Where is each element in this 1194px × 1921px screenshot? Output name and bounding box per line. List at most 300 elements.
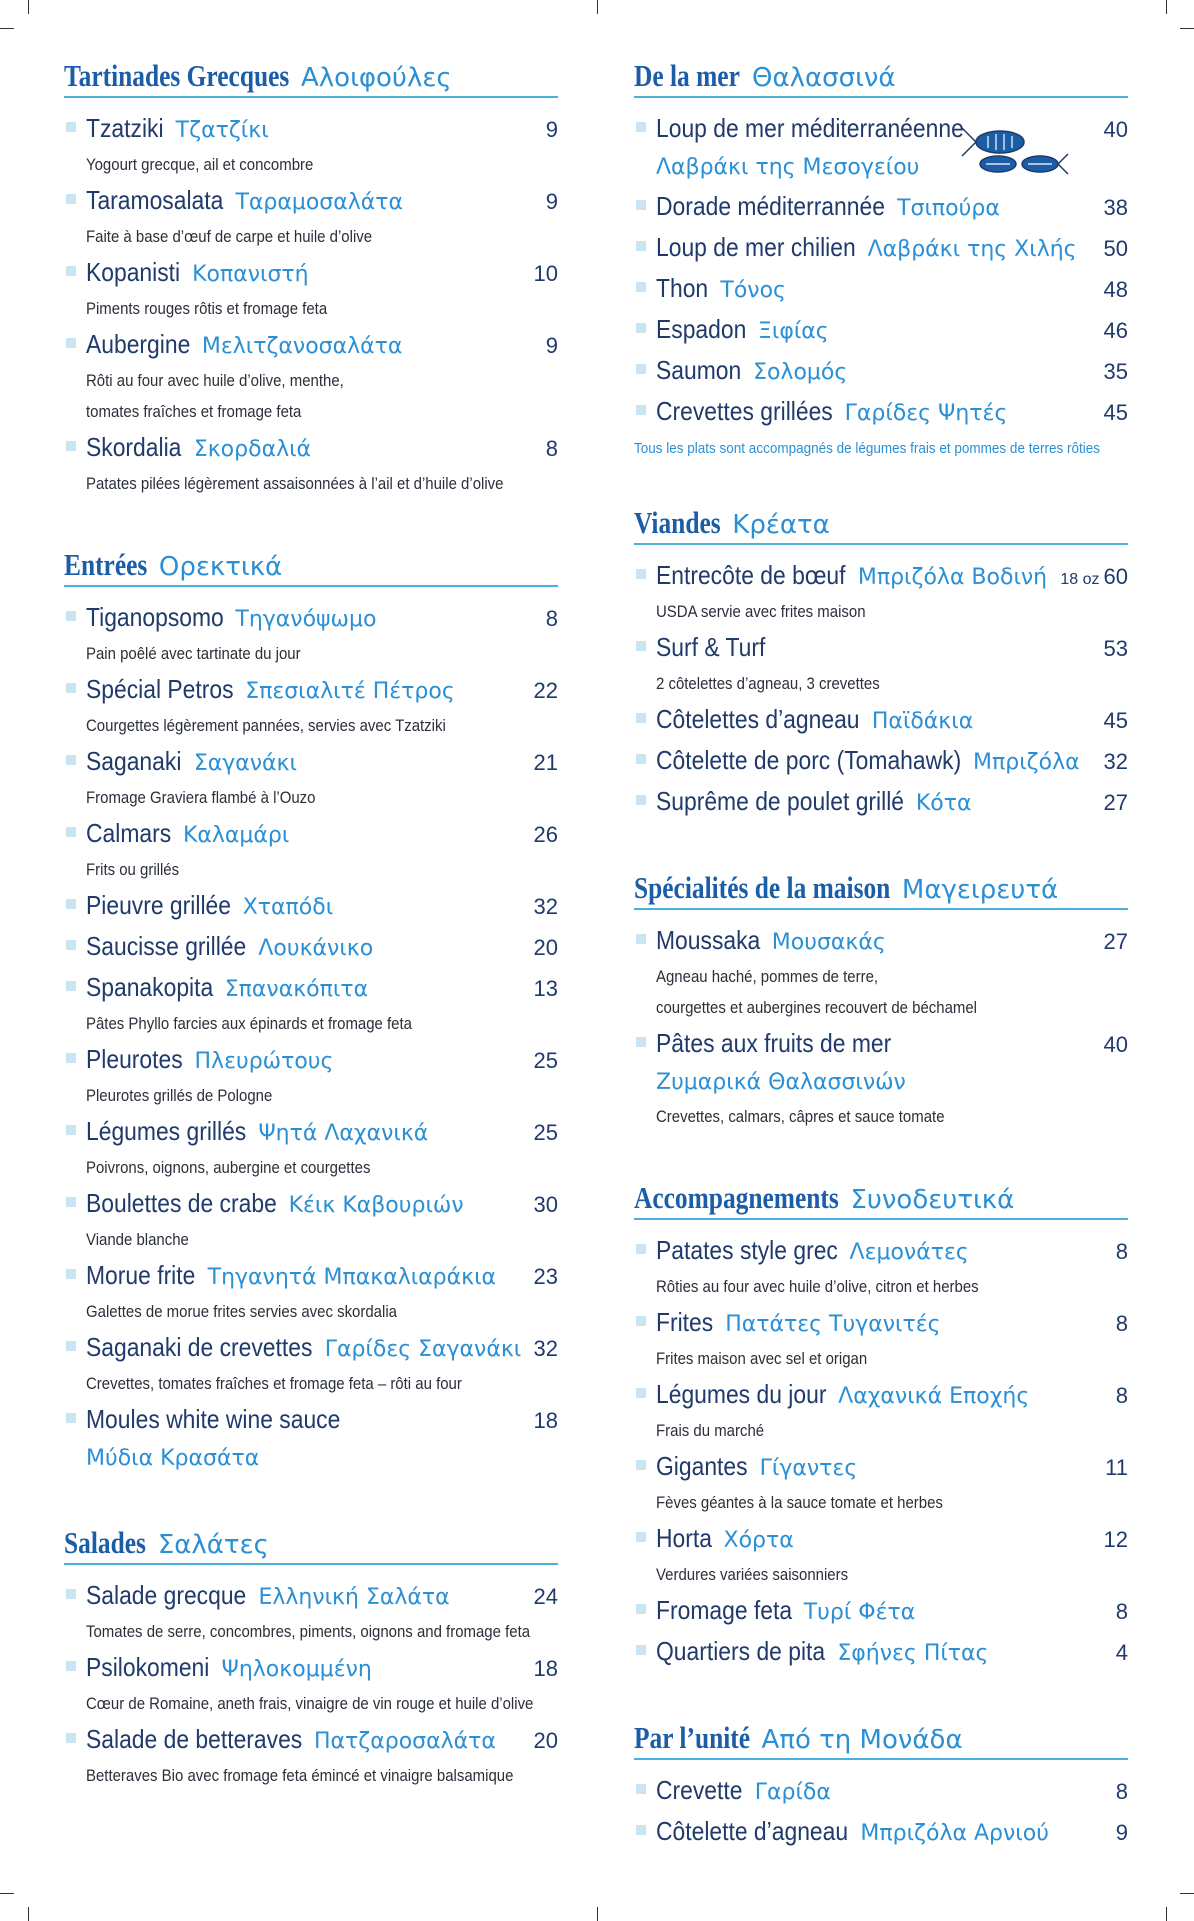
item-line <box>86 1719 558 1760</box>
section-title: Spécialités de la maison <box>634 870 891 905</box>
menu-item <box>634 1770 1128 1811</box>
item-name: Loup de mer chilien <box>656 232 856 262</box>
section-gap <box>634 1672 1128 1720</box>
menu-item <box>634 740 1128 781</box>
item-price <box>1105 1447 1128 1488</box>
item-greek-name: Γίγαντες <box>759 1456 858 1481</box>
item-line <box>86 926 558 967</box>
menu-item <box>634 1518 1128 1590</box>
bullet-square <box>636 241 646 251</box>
item-name: Psilokomeni <box>86 1652 210 1682</box>
item-greek-name: Μελιτζανοσαλάτα <box>201 334 403 359</box>
item-name: Gigantes <box>656 1451 748 1481</box>
item-line <box>656 555 1128 596</box>
item-price <box>1116 1812 1128 1853</box>
item-price <box>534 927 558 968</box>
bullet-square <box>66 1589 76 1599</box>
section-header <box>634 1180 1128 1220</box>
item-greek-name: Ταραμοσαλάτα <box>235 190 404 215</box>
item-greek-name: Χόρτα <box>723 1528 794 1553</box>
price-value: 60 <box>1103 564 1128 589</box>
item-description: Betteraves Bio avec fromage feta émincé et vinaigre balsamique <box>86 1766 514 1785</box>
item-line <box>86 1183 558 1224</box>
item-name: Spécial Petros <box>86 674 234 704</box>
section-greek-title: Αλοιφούλες <box>301 63 452 93</box>
item-greek-name: Κέικ Καβουριών <box>288 1193 464 1218</box>
item-name: Crevette <box>656 1775 743 1805</box>
bullet-square <box>636 1784 646 1794</box>
price-value: 40 <box>1103 1032 1128 1057</box>
item-price <box>1116 1231 1128 1272</box>
item-line <box>86 885 558 926</box>
crop-mark <box>1166 0 1167 14</box>
bullet-square <box>636 1532 646 1542</box>
crop-mark <box>0 1893 14 1894</box>
item-price <box>1104 228 1128 269</box>
bullet-square <box>66 1733 76 1743</box>
item-line <box>656 627 1128 668</box>
section-header <box>634 1720 1128 1760</box>
item-greek-name: Τυρί Φέτα <box>803 1600 916 1625</box>
menu-item <box>634 1446 1128 1518</box>
menu-item <box>64 324 558 427</box>
menu-item <box>64 427 558 499</box>
bullet-square <box>66 122 76 132</box>
item-line <box>86 669 558 710</box>
item-name: Côtelettes d’agneau <box>656 704 860 734</box>
item-line <box>86 813 558 854</box>
item-price <box>1104 700 1128 741</box>
item-greek-name: Κοπανιστή <box>192 262 309 287</box>
price-value: 30 <box>533 1192 558 1217</box>
item-price <box>1116 1632 1128 1673</box>
item-price <box>534 886 558 927</box>
item-name: Crevettes grillées <box>656 396 833 426</box>
item-name: Côtelette de porc (Tomahawk) <box>656 745 962 775</box>
item-line <box>656 740 1128 781</box>
bullet-square <box>66 611 76 621</box>
menu-item <box>64 1183 558 1255</box>
item-greek-name: Σφήνες Πίτας <box>837 1641 989 1666</box>
item-name: Pleurotes <box>86 1044 183 1074</box>
item-greek-name: Τόνος <box>720 278 786 303</box>
price-value: 9 <box>1115 1820 1128 1845</box>
section-title: Salades <box>64 1525 146 1560</box>
item-greek-name: Λαχανικά Εποχής <box>838 1384 1030 1409</box>
item-line <box>656 1230 1128 1271</box>
bullet-square <box>636 569 646 579</box>
price-value: 8 <box>1115 1383 1128 1408</box>
price-value: 13 <box>533 976 558 1001</box>
section-title: De la mer <box>634 58 740 93</box>
menu-item <box>634 186 1128 227</box>
price-value: 20 <box>533 1728 558 1753</box>
bullet-square <box>66 441 76 451</box>
menu-item <box>64 741 558 813</box>
section-gap <box>634 457 1128 505</box>
bullet-square <box>636 200 646 210</box>
item-greek-name: Ζυμαρικά Θαλασσινών <box>656 1070 906 1095</box>
item-name: Patates style grec <box>656 1235 838 1265</box>
crop-mark <box>1180 1893 1194 1894</box>
price-value: 32 <box>533 894 558 919</box>
item-description: 2 côtelettes d’agneau, 3 crevettes <box>656 674 880 693</box>
item-price <box>1104 628 1128 669</box>
item-line <box>86 252 558 293</box>
section-header <box>64 1525 558 1565</box>
item-description: Frites maison avec sel et origan <box>656 1349 868 1368</box>
item-name: Suprême de poulet grillé <box>656 786 905 816</box>
price-value: 35 <box>1103 359 1128 384</box>
item-line <box>86 1255 558 1296</box>
item-greek-name: Κότα <box>915 791 972 816</box>
item-name: Calmars <box>86 818 172 848</box>
item-price <box>534 1400 558 1441</box>
section-greek-title: Ορεκτικά <box>158 552 283 582</box>
crop-mark <box>597 0 598 14</box>
section-title: Par l’unité <box>634 1720 751 1755</box>
item-greek-name: Λαβράκι της Χιλής <box>867 237 1077 262</box>
bullet-square <box>66 1661 76 1671</box>
item-line <box>656 1770 1128 1811</box>
bullet-square <box>66 1197 76 1207</box>
price-value: 9 <box>545 333 558 358</box>
menu-item <box>64 252 558 324</box>
section-specialites-de-la-maison <box>634 870 1128 1132</box>
item-line <box>656 186 1128 227</box>
price-value: 9 <box>545 189 558 214</box>
item-name: Quartiers de pita <box>656 1636 826 1666</box>
menu-item <box>64 1399 558 1477</box>
item-price <box>1060 556 1128 600</box>
item-name: Côtelette d’agneau <box>656 1816 849 1846</box>
bullet-square <box>66 338 76 348</box>
item-name: Saganaki de crevettes <box>86 1332 313 1362</box>
item-line <box>86 108 558 149</box>
item-greek-name: Ψηλοκομμένη <box>221 1657 372 1682</box>
item-greek-name: Σαγανάκι <box>193 751 297 776</box>
item-price <box>534 1328 558 1369</box>
price-value: 18 <box>533 1408 558 1433</box>
item-description: Rôti au four avec huile d’olive, menthe, <box>86 371 344 390</box>
item-line <box>86 1039 558 1080</box>
item-name: Surf & Turf <box>656 632 766 662</box>
price-value: 8 <box>1115 1239 1128 1264</box>
item-price <box>534 1648 558 1689</box>
item-price <box>1104 741 1128 782</box>
section-viandes <box>634 505 1128 822</box>
price-value: 27 <box>1103 929 1128 954</box>
bullet-square <box>66 755 76 765</box>
bullet-square <box>66 1053 76 1063</box>
section-entrees <box>64 547 558 1477</box>
item-description: Faite à base d’œuf de carpe et huile d’olive <box>86 227 373 246</box>
section-salades <box>64 1525 558 1791</box>
item-line <box>86 180 558 221</box>
item-name: Moussaka <box>656 925 761 955</box>
item-name: Thon <box>656 273 709 303</box>
item-name: Spanakopita <box>86 972 214 1002</box>
bullet-square <box>636 122 646 132</box>
item-greek-name: Τηγανητά Μπακαλιαράκια <box>207 1265 497 1290</box>
item-line <box>656 309 1128 350</box>
item-description: Cœur de Romaine, aneth frais, vinaigre de vin rouge et huile d’olive <box>86 1694 534 1713</box>
price-value: 24 <box>533 1584 558 1609</box>
menu-item <box>64 1647 558 1719</box>
price-value: 11 <box>1105 1455 1128 1480</box>
item-description: Frits ou grillés <box>86 860 180 879</box>
menu-item <box>64 926 558 967</box>
section-title: Tartinades Grecques <box>64 58 290 93</box>
menu-item <box>634 1631 1128 1672</box>
item-price <box>1104 109 1128 150</box>
bullet-square <box>636 1388 646 1398</box>
section-greek-title: Θαλασσινά <box>751 63 896 93</box>
item-greek-name: Τσιπούρα <box>897 196 1000 221</box>
item-description: Viande blanche <box>86 1230 189 1249</box>
menu-item <box>64 108 558 180</box>
menu-item <box>64 1575 558 1647</box>
bullet-square <box>66 1269 76 1279</box>
item-description: Poivrons, oignons, aubergine et courgettes <box>86 1158 371 1177</box>
price-value: 8 <box>1115 1779 1128 1804</box>
section-title: Viandes <box>634 505 721 540</box>
item-price <box>1104 1519 1128 1560</box>
item-greek-name: Γαρίδες Σαγανάκι <box>324 1337 522 1362</box>
bullet-square <box>636 405 646 415</box>
item-description: Crevettes, tomates fraîches et fromage feta – rôti au four <box>86 1374 462 1393</box>
price-value: 38 <box>1103 195 1128 220</box>
price-value: 8 <box>545 436 558 461</box>
item-name: Tiganopsomo <box>86 602 224 632</box>
crop-mark <box>0 28 14 29</box>
item-line <box>656 1590 1128 1631</box>
crop-mark <box>597 1907 598 1921</box>
bullet-square <box>636 323 646 333</box>
item-name: Morue frite <box>86 1260 196 1290</box>
section-title: Entrées <box>64 547 148 582</box>
item-description: Fromage Graviera flambé à l’Ouzo <box>86 788 316 807</box>
price-value: 40 <box>1103 117 1128 142</box>
item-name: Pieuvre grillée <box>86 890 231 920</box>
section-greek-title: Από τη Μονάδα <box>761 1725 963 1755</box>
item-price <box>1104 187 1128 228</box>
item-description: Galettes de morue frites servies avec skordalia <box>86 1302 397 1321</box>
item-greek-name: Γαρίδες Ψητές <box>844 401 1008 426</box>
menu-item <box>64 967 558 1039</box>
item-greek-name: Τζατζίκι <box>175 118 269 143</box>
price-value: 25 <box>533 1120 558 1145</box>
menu-item <box>634 699 1128 740</box>
item-name: Salade grecque <box>86 1580 247 1610</box>
price-value: 48 <box>1103 277 1128 302</box>
item-greek-name: Πλευρώτους <box>194 1049 334 1074</box>
item-name: Entrecôte de bœuf <box>656 560 846 590</box>
item-price <box>546 181 558 222</box>
item-line <box>86 597 558 638</box>
item-line <box>656 1518 1128 1559</box>
item-line <box>86 1647 558 1688</box>
item-description: Pleurotes grillés de Pologne <box>86 1086 273 1105</box>
item-name: Pâtes aux fruits de mer <box>656 1028 892 1058</box>
item-price <box>546 598 558 639</box>
crop-mark <box>1166 1907 1167 1921</box>
item-description: Yogourt grecque, ail et concombre <box>86 155 314 174</box>
price-value: 12 <box>1103 1527 1128 1552</box>
price-value: 4 <box>1115 1640 1128 1665</box>
item-line <box>86 1111 558 1152</box>
crop-mark <box>1180 28 1194 29</box>
item-description: Rôties au four avec huile d’olive, citron et herbes <box>656 1277 979 1296</box>
item-line <box>86 1575 558 1616</box>
section-header <box>634 870 1128 910</box>
section-header <box>64 547 558 587</box>
item-description: Crevettes, calmars, câpres et sauce tomate <box>656 1107 945 1126</box>
item-name: Kopanisti <box>86 257 181 287</box>
item-greek-name: Σπανακόπιτα <box>224 977 369 1002</box>
bullet-square <box>636 1645 646 1655</box>
item-price <box>534 670 558 711</box>
bullet-square <box>636 1825 646 1835</box>
section-note: Tous les plats sont accompagnés de légumes frais et pommes de terres rôties <box>634 440 1100 457</box>
menu-item <box>634 781 1128 822</box>
item-price <box>1116 1375 1128 1416</box>
item-description: courgettes et aubergines recouvert de béchamel <box>656 998 978 1017</box>
menu-item <box>64 1327 558 1399</box>
item-name: Saumon <box>656 355 742 385</box>
menu-item <box>64 669 558 741</box>
item-name: Moules white wine sauce <box>86 1404 341 1434</box>
item-line <box>656 1446 1128 1487</box>
price-value: 53 <box>1103 636 1128 661</box>
section-accompagnements <box>634 1180 1128 1672</box>
item-price <box>534 1720 558 1761</box>
item-description: Agneau haché, pommes de terre, <box>656 967 879 986</box>
menu-item <box>64 1111 558 1183</box>
item-price <box>1116 1771 1128 1812</box>
item-name: Fromage feta <box>656 1595 793 1625</box>
menu-item <box>634 1590 1128 1631</box>
price-value: 27 <box>1103 790 1128 815</box>
item-price <box>1104 921 1128 962</box>
item-price <box>534 742 558 783</box>
section-gap <box>64 1477 558 1525</box>
item-greek-name: Λαβράκι της Μεσογείου <box>656 155 920 180</box>
price-value: 20 <box>533 935 558 960</box>
price-value: 32 <box>1103 749 1128 774</box>
item-greek-name: Χταπόδι <box>242 895 334 920</box>
bullet-square <box>636 934 646 944</box>
bullet-square <box>636 713 646 723</box>
item-line <box>656 781 1128 822</box>
bullet-square <box>636 1460 646 1470</box>
menu-item <box>64 1255 558 1327</box>
crop-mark <box>28 1907 29 1921</box>
price-value: 10 <box>533 261 558 286</box>
item-price <box>534 968 558 1009</box>
item-description: tomates fraîches et fromage feta <box>86 402 302 421</box>
item-name: Boulettes de crabe <box>86 1188 277 1218</box>
section-tartinades-grecques <box>64 58 558 499</box>
section-header <box>64 58 558 98</box>
item-description: Courgettes légèrement pannées, servies avec Tzatziki <box>86 716 446 735</box>
item-name: Saucisse grillée <box>86 931 247 961</box>
crop-mark <box>28 0 29 14</box>
item-greek-name: Ψητά Λαχανικά <box>258 1121 429 1146</box>
price-value: 46 <box>1103 318 1128 343</box>
item-description: USDA servie avec frites maison <box>656 602 866 621</box>
bullet-square <box>66 1125 76 1135</box>
price-value: 8 <box>1115 1599 1128 1624</box>
menu-item <box>634 555 1128 627</box>
item-greek-name: Ελληνική Σαλάτα <box>258 1585 450 1610</box>
bullet-square <box>636 754 646 764</box>
section-par-l-unite <box>634 1720 1128 1852</box>
item-line <box>86 967 558 1008</box>
item-price <box>534 1112 558 1153</box>
price-value: 18 <box>533 1656 558 1681</box>
item-price <box>534 814 558 855</box>
section-gap <box>64 499 558 547</box>
price-note: 18 oz <box>1060 571 1100 588</box>
item-name: Loup de mer méditerranéenne <box>656 113 964 143</box>
item-description: Tomates de serre, concombres, piments, oignons and fromage feta <box>86 1622 531 1641</box>
bullet-square <box>66 1341 76 1351</box>
item-price <box>546 325 558 366</box>
item-greek-name: Μπριζόλα <box>973 750 1080 775</box>
item-greek-name: Μπριζόλα Αρνιού <box>860 1821 1049 1846</box>
section-de-la-mer <box>634 58 1128 457</box>
item-greek-name: Καλαμάρι <box>182 823 290 848</box>
menu-item <box>634 227 1128 268</box>
item-price <box>534 1576 558 1617</box>
section-greek-title: Σαλάτες <box>157 1530 269 1560</box>
section-title: Accompagnements <box>634 1180 839 1215</box>
price-value: 9 <box>545 117 558 142</box>
item-greek-name: Σπεσιαλιτέ Πέτρος <box>245 679 455 704</box>
item-greek-name: Μουσακάς <box>771 930 886 955</box>
bullet-square <box>66 981 76 991</box>
bullet-square <box>66 266 76 276</box>
price-value: 8 <box>1115 1311 1128 1336</box>
bullet-square <box>66 899 76 909</box>
item-greek-name: Σολομός <box>753 360 848 385</box>
bullet-square <box>636 364 646 374</box>
item-line <box>656 1023 1128 1064</box>
item-greek-name: Μπριζόλα Βοδινή <box>857 565 1048 590</box>
item-greek-name: Παϊδάκια <box>871 709 974 734</box>
item-price <box>546 428 558 469</box>
item-greek-name: Πατζαροσαλάτα <box>313 1729 496 1754</box>
item-line <box>656 391 1128 432</box>
item-line <box>656 1811 1128 1852</box>
menu-item <box>634 1811 1128 1852</box>
menu-item <box>64 1039 558 1111</box>
bullet-square <box>636 1604 646 1614</box>
item-name: Légumes grillés <box>86 1116 247 1146</box>
section-gap <box>634 1132 1128 1180</box>
item-price <box>1104 269 1128 310</box>
menu-item <box>64 180 558 252</box>
item-line <box>86 1399 558 1440</box>
item-name: Légumes du jour <box>656 1379 827 1409</box>
item-name: Saganaki <box>86 746 182 776</box>
item-line <box>656 227 1128 268</box>
menu-item <box>634 1374 1128 1446</box>
item-name: Taramosalata <box>86 185 224 215</box>
item-price <box>534 1256 558 1297</box>
menu-item <box>634 350 1128 391</box>
